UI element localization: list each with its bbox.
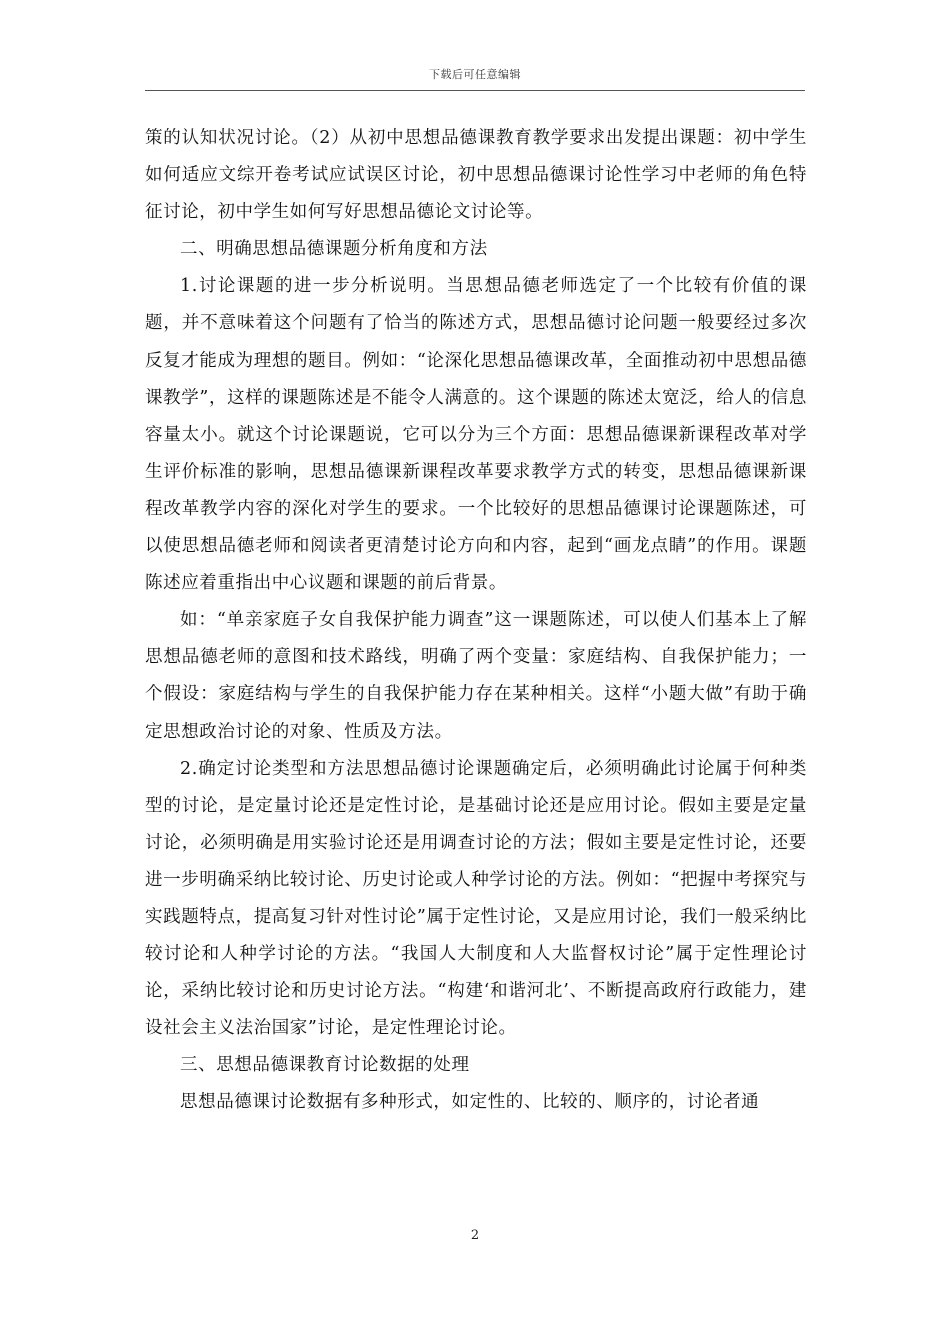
paragraph-research-type: 2.确定讨论类型和方法思想品德讨论课题确定后，必须明确此讨论属于何种类型的讨论，是定量讨论还是定性讨论，是基础讨论还是应用讨论。假如主要是定量讨论，必须明确是用实验讨论还是用调查讨论的方法；假如主要是定性讨论，还要进一步明确采纳比较讨论、历史讨论或人种学讨论的方法。例如：“把握中考探究与实践题特点，提高复习针对性讨论”属于定性讨论，又是应用讨论，我们一般采纳比较讨论和人种学讨论的方法。“我国人大制度和人大监督权讨论”属于定性理论讨论，采纳比较讨论和历史讨论方法。“构建‘和谐河北’、不断提高政府行政能力，建设社会主义法治国家”讨论，是定性理论讨论。 bbox=[145, 758, 807, 1039]
paragraph-data-processing: 思想品德课讨论数据有多种形式，如定性的、比较的、顺序的，讨论者通 bbox=[180, 1092, 760, 1113]
page-number: 2 bbox=[470, 1228, 480, 1243]
page-header: 下载后可任意编辑 bbox=[429, 68, 521, 81]
paragraph-continuation: 策的认知状况讨论。（2）从初中思想品德课教育教学要求出发提出课题：初中学生如何适应文综开卷考试应试误区讨论，初中思想品德课讨论性学习中老师的角色特征讨论，初中学生如何写好思想品德论文讨论等。 bbox=[145, 128, 807, 223]
document-body bbox=[145, 120, 807, 1122]
section-heading-3: 三、思想品德课教育讨论数据的处理 bbox=[180, 1055, 470, 1076]
paragraph-example: 如：“单亲家庭子女自我保护能力调查”这一课题陈述，可以使人们基本上了解思想品德老师的意图和技术路线，明确了两个变量：家庭结构、自我保护能力；一个假设：家庭结构与学生的自我保护能力存在某种相关。这样“小题大做”有助于确定思想政治讨论的对象、性质及方法。 bbox=[145, 610, 807, 742]
paragraph-topic-analysis: 1.讨论课题的进一步分析说明。当思想品德老师选定了一个比较有价值的课题，并不意味着这个问题有了恰当的陈述方式，思想品德讨论问题一般要经过多次反复才能成为理想的题目。例如：“论深化思想品德课改革，全面推动初中思想品德课教学”，这样的课题陈述是不能令人满意的。这个课题的陈述太宽泛，给人的信息容量太小。就这个讨论课题说，它可以分为三个方面：思想品德课新课程改革对学生评价标准的影响，思想品德课新课程改革要求教学方式的转变，思想品德课新课程改革教学内容的深化对学生的要求。一个比较好的思想品德课讨论课题陈述，可以使思想品德老师和阅读者更清楚讨论方向和内容，起到“画龙点睛”的作用。课题陈述应着重指出中心议题和课题的前后背景。 bbox=[145, 276, 807, 594]
section-heading-2: 二、明确思想品德课题分析角度和方法 bbox=[180, 239, 488, 260]
header-divider bbox=[145, 90, 805, 91]
